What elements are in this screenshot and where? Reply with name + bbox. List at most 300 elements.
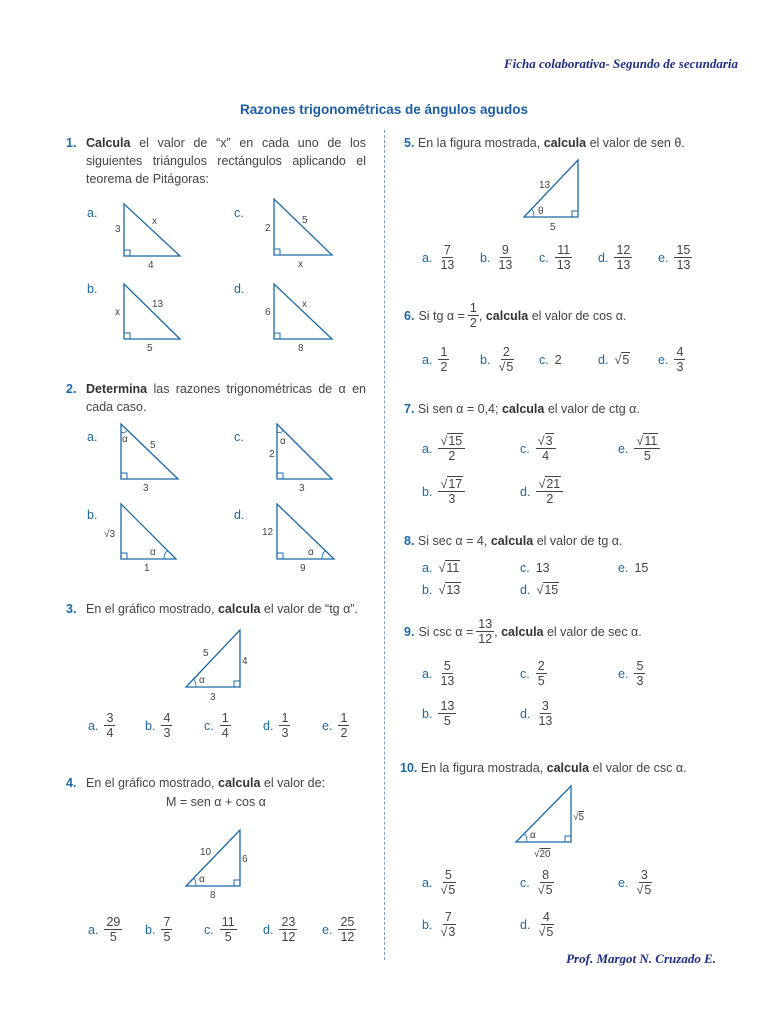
denominator: 4 [106, 726, 114, 740]
question-text: el valor de sec α. [546, 624, 642, 639]
question-number: 3. [66, 602, 77, 616]
option-letter: a. [87, 430, 98, 444]
option-a[interactable] [422, 868, 458, 897]
fraction [468, 301, 479, 330]
question-number: 5. [404, 136, 415, 150]
triangle-figure [112, 200, 202, 272]
numerator: 5 [636, 659, 644, 673]
option-letter: e. [618, 441, 629, 456]
fraction [536, 868, 556, 897]
option-letter: c. [520, 875, 530, 890]
numerator: 1 [281, 711, 289, 725]
side-label-radical: √5 [573, 812, 585, 823]
option-value: 13 [535, 561, 550, 575]
radical: √15 [536, 583, 559, 597]
numerator-radical: √11 [634, 434, 660, 449]
option-c[interactable] [204, 711, 231, 740]
denominator: 13 [676, 258, 691, 272]
question-text: Si sen α = 0,4; [417, 402, 499, 416]
numerator: 8 [542, 868, 550, 882]
side-label: x [115, 307, 120, 318]
fraction [496, 345, 516, 374]
option-a[interactable] [422, 243, 456, 272]
denominator: 5 [443, 714, 451, 728]
numerator: 4 [163, 711, 171, 725]
triangle-figure [518, 156, 598, 236]
option-letter: a. [422, 352, 433, 367]
option-c[interactable] [520, 561, 550, 575]
question-verb: calcula [546, 761, 590, 775]
radical: √5 [614, 353, 630, 367]
question-verb: Calcula [86, 136, 131, 150]
triangle-figure [260, 500, 350, 576]
numerator: 5 [444, 868, 452, 882]
side-label: x [152, 216, 157, 227]
fraction [338, 915, 356, 944]
numerator: 13 [440, 699, 455, 713]
option-letter: b. [480, 250, 491, 265]
numerator: 1 [469, 301, 477, 315]
side-label: 5 [147, 343, 153, 354]
question-number: 10. [400, 761, 418, 775]
side-label: x [302, 299, 307, 310]
fraction [496, 243, 514, 272]
option-letter: d. [598, 353, 609, 367]
answer-options [422, 561, 722, 605]
numerator: 3 [106, 711, 114, 725]
question-text: En el gráfico mostrado, [86, 602, 215, 616]
option-a[interactable] [88, 711, 115, 740]
option-d[interactable] [520, 477, 563, 506]
numerator: 7 [163, 915, 171, 929]
option-letter: b. [87, 508, 98, 522]
denominator: 5 [537, 674, 545, 688]
side-label: 3 [143, 483, 149, 494]
option-d[interactable] [598, 353, 630, 367]
triangle-figure [112, 280, 202, 356]
numerator: 1 [440, 345, 448, 359]
side-label: 5 [550, 222, 556, 233]
denominator: 2 [469, 316, 477, 330]
angle-label: α [199, 675, 205, 686]
fraction [438, 659, 456, 688]
option-letter: b. [422, 583, 433, 597]
question-verb: calcula [501, 624, 544, 639]
option-letter: c. [539, 250, 549, 265]
question-number: 6. [404, 308, 415, 323]
denominator: 3 [676, 360, 684, 374]
side-label: 3 [299, 483, 305, 494]
fraction [634, 659, 645, 688]
option-e[interactable] [618, 659, 645, 688]
triangle-figure [112, 420, 202, 496]
denominator-radical: √3 [440, 925, 456, 939]
question-1 [66, 134, 366, 188]
numerator: 25 [340, 915, 355, 929]
numerator: 3 [541, 699, 549, 713]
option-letter: d. [263, 718, 274, 733]
fraction [220, 915, 237, 944]
denominator: 3 [636, 674, 644, 688]
option-b[interactable] [145, 711, 172, 740]
option-a[interactable] [88, 915, 122, 944]
question-10 [400, 759, 740, 777]
question-5 [404, 134, 734, 152]
option-d[interactable] [520, 583, 559, 597]
option-letter: e. [322, 718, 333, 733]
side-label: 13 [152, 299, 164, 310]
question-number: 7. [404, 402, 415, 416]
triangle-figure [180, 624, 270, 704]
option-d[interactable] [520, 910, 556, 939]
option-letter: e. [658, 250, 669, 265]
triangle-figure [262, 195, 352, 273]
question-number: 2. [66, 382, 77, 396]
denominator: 5 [109, 930, 117, 944]
numerator: 5 [443, 659, 451, 673]
option-letter: b. [422, 484, 433, 499]
denominator: 2 [440, 360, 448, 374]
option-c[interactable] [520, 659, 547, 688]
option-letter: e. [658, 352, 669, 367]
fraction [536, 910, 556, 939]
option-d[interactable] [263, 915, 297, 944]
option-letter: d. [520, 917, 531, 932]
question-verb: calcula [485, 308, 529, 323]
angle-label: α [308, 547, 314, 558]
option-letter: c. [520, 666, 530, 681]
question-text: el valor de “x” en cada uno de los siguientes triángulos rectángulos aplicando el teorema de Pitágoras: [86, 136, 366, 186]
answer-options [422, 434, 722, 524]
option-letter: a. [422, 250, 433, 265]
denominator: 5 [163, 930, 171, 944]
column-divider [384, 130, 385, 960]
question-verb: calcula [543, 136, 587, 150]
question-text: En el gráfico mostrado, [86, 776, 215, 790]
denominator-radical: √5 [537, 883, 553, 897]
numerator: 13 [478, 617, 493, 631]
numerator: 4 [542, 910, 550, 924]
option-letter: d. [234, 282, 245, 296]
option-letter: c. [234, 206, 244, 220]
option-e[interactable] [658, 243, 692, 272]
option-letter: d. [520, 583, 531, 597]
option-b[interactable] [422, 477, 465, 506]
option-letter: b. [480, 352, 491, 367]
numerator: 4 [676, 345, 684, 359]
question-text: el valor de: [263, 776, 326, 790]
side-label: 5 [203, 648, 209, 659]
radical: √11 [438, 561, 460, 575]
denominator: 13 [556, 258, 571, 272]
question-verb: calcula [501, 402, 545, 416]
option-d[interactable] [520, 699, 554, 728]
option-c[interactable] [204, 915, 237, 944]
side-label: x [298, 259, 303, 270]
denominator: 12 [340, 930, 355, 944]
option-letter: a. [422, 875, 433, 890]
option-letter: d. [234, 508, 245, 522]
denominator: 13 [440, 258, 455, 272]
numerator-radical: √3 [536, 434, 556, 449]
option-letter: c. [520, 441, 530, 456]
denominator: 2 [340, 726, 348, 740]
option-letter: d. [263, 922, 274, 937]
option-letter: b. [422, 917, 433, 932]
question-number: 9. [404, 624, 415, 639]
option-e[interactable] [322, 915, 356, 944]
option-b[interactable] [422, 583, 461, 597]
numerator: 11 [557, 243, 571, 257]
side-label: 6 [242, 854, 248, 865]
option-e[interactable] [322, 711, 349, 740]
question-4 [66, 774, 376, 792]
numerator: 2 [502, 345, 510, 359]
fraction [536, 477, 563, 506]
denominator: 13 [498, 258, 513, 272]
option-letter: d. [520, 484, 531, 499]
side-label: 13 [539, 180, 551, 191]
fraction [555, 243, 573, 272]
denominator: 3 [163, 726, 171, 740]
answer-options [422, 868, 722, 958]
denominator: 13 [440, 674, 455, 688]
numerator: 1 [221, 711, 229, 725]
option-a[interactable] [422, 561, 460, 575]
side-label: 8 [210, 890, 216, 901]
question-text: las razones trigonométricas de α en cada caso. [86, 382, 366, 414]
option-a[interactable] [422, 659, 456, 688]
option-letter: c. [234, 430, 244, 444]
fraction [536, 434, 556, 463]
side-label: √3 [104, 529, 116, 540]
side-label: 8 [298, 343, 304, 354]
option-letter: a. [422, 666, 433, 681]
option-b[interactable] [480, 345, 516, 374]
option-letter: c. [204, 922, 214, 937]
denominator: 12 [478, 632, 493, 646]
fraction [438, 434, 465, 463]
side-label: 3 [210, 692, 216, 703]
option-e[interactable] [618, 434, 660, 463]
question-6: 6. Si tg α = $\frac{1}{2}$ , calcula el valor de cos α. [404, 301, 627, 330]
denominator: 5 [643, 449, 651, 463]
answer-options [422, 659, 722, 739]
option-d[interactable] [598, 243, 632, 272]
fraction [279, 915, 297, 944]
numerator: 2 [537, 659, 545, 673]
option-c[interactable] [539, 353, 562, 367]
denominator: 13 [538, 714, 553, 728]
fraction [104, 915, 122, 944]
numerator: 1 [340, 711, 348, 725]
triangle-figure [266, 420, 356, 496]
question-verb: calcula [218, 602, 261, 616]
numerator: 7 [443, 243, 451, 257]
numerator: 7 [444, 910, 452, 924]
denominator-radical: √5 [498, 360, 514, 374]
question-8 [404, 532, 734, 550]
option-letter: e. [618, 561, 629, 575]
question-text: el valor de cos α. [531, 308, 627, 323]
question-text: Si csc α = [418, 624, 474, 639]
numerator: 12 [616, 243, 631, 257]
triangle-figure [262, 280, 352, 356]
fraction [438, 243, 456, 272]
triangle-figure [104, 500, 194, 576]
fraction [438, 477, 465, 506]
option-a[interactable] [422, 434, 465, 463]
side-label: 2 [265, 223, 271, 234]
fraction [279, 711, 290, 740]
fraction [536, 699, 554, 728]
angle-label: θ [538, 206, 544, 217]
question-text: el valor de sen θ. [589, 136, 685, 150]
side-label: 1 [144, 563, 150, 574]
option-b[interactable] [480, 243, 514, 272]
option-b[interactable] [422, 699, 456, 728]
numerator-radical: √15 [438, 434, 465, 449]
fraction [438, 868, 458, 897]
denominator: 5 [224, 930, 232, 944]
numerator-radical: √21 [536, 477, 563, 492]
option-letter: b. [145, 718, 156, 733]
option-letter: e. [618, 666, 629, 681]
radical: √13 [438, 583, 461, 597]
denominator-radical: √5 [440, 883, 456, 897]
angle-label: α [122, 434, 128, 445]
side-label: 10 [200, 847, 212, 858]
question-9: 9. Si csc α = $\frac{13}{12}$ , calcula el valor de sec α. [404, 617, 642, 646]
fraction [536, 659, 547, 688]
numerator: 23 [281, 915, 296, 929]
side-label: 9 [300, 563, 306, 574]
denominator: 4 [542, 449, 550, 463]
angle-label: α [280, 436, 286, 447]
denominator: 2 [546, 492, 554, 506]
numerator: 9 [501, 243, 509, 257]
option-letter: b. [422, 706, 433, 721]
option-b[interactable] [422, 910, 458, 939]
angle-label: α [150, 547, 156, 558]
option-c[interactable] [539, 243, 573, 272]
numerator-radical: √17 [438, 477, 465, 492]
question-text: Si tg α = [418, 308, 465, 323]
fraction [476, 617, 494, 646]
formula: M = sen α + cos α [166, 795, 266, 809]
triangle-figure [510, 782, 610, 862]
option-b[interactable] [145, 915, 172, 944]
side-label: 4 [148, 260, 154, 271]
side-label: 3 [115, 224, 121, 235]
angle-label: α [199, 874, 205, 885]
denominator: 13 [616, 258, 631, 272]
question-text: el valor de csc α. [592, 761, 687, 775]
option-letter: a. [88, 718, 99, 733]
angle-label: α [530, 830, 536, 841]
option-e[interactable] [618, 561, 648, 575]
option-letter: d. [598, 250, 609, 265]
side-label: 4 [242, 656, 248, 667]
option-letter: a. [422, 561, 433, 575]
option-letter: c. [539, 353, 549, 367]
option-c[interactable] [520, 868, 556, 897]
option-letter: c. [204, 718, 214, 733]
option-letter: c. [520, 561, 530, 575]
page-footer: Prof. Margot N. Cruzado E. [566, 951, 716, 966]
fraction [438, 699, 456, 728]
fraction [634, 868, 654, 897]
denominator: 4 [221, 726, 229, 740]
side-label-radical: √20 [534, 849, 551, 860]
question-2 [66, 380, 366, 416]
side-label: 2 [269, 449, 275, 460]
option-a[interactable] [422, 345, 449, 374]
question-number: 1. [66, 136, 77, 150]
fraction [338, 711, 349, 740]
question-verb: Determina [86, 382, 148, 396]
option-letter: a. [88, 922, 99, 937]
fraction [614, 243, 632, 272]
fraction [634, 434, 660, 463]
option-letter: d. [520, 706, 531, 721]
numerator: 3 [640, 868, 648, 882]
side-label: 5 [150, 440, 156, 451]
side-label: 12 [262, 527, 274, 538]
option-letter: e. [618, 875, 629, 890]
denominator-radical: √5 [538, 925, 554, 939]
fraction [674, 243, 692, 272]
option-letter: b. [87, 282, 98, 296]
page-header: Ficha colaborativa- Segundo de secundaria [503, 56, 738, 71]
fraction [438, 345, 449, 374]
option-letter: a. [422, 441, 433, 456]
triangle-figure [180, 824, 270, 904]
fraction [220, 711, 231, 740]
denominator: 3 [281, 726, 289, 740]
question-text: En la figura mostrada, [420, 761, 544, 775]
option-e[interactable] [658, 345, 685, 374]
fraction [104, 711, 115, 740]
fraction [438, 910, 458, 939]
question-3 [66, 600, 376, 618]
question-verb: calcula [490, 534, 534, 548]
question-text: el valor de ctg α. [547, 402, 640, 416]
denominator: 12 [281, 930, 296, 944]
numerator: 15 [676, 243, 691, 257]
option-value: 15 [634, 561, 649, 575]
denominator: 3 [448, 492, 456, 506]
page-title: Razones trigonométricas de ángulos agudos [239, 102, 529, 117]
option-value: 2 [554, 353, 562, 367]
option-letter: b. [145, 922, 156, 937]
fraction [161, 711, 172, 740]
side-label: 5 [302, 215, 308, 226]
option-e[interactable] [618, 868, 654, 897]
question-text: el valor de “tg α”. [263, 602, 358, 616]
numerator: 29 [106, 915, 121, 929]
question-text: En la figura mostrada, [417, 136, 541, 150]
option-letter: a. [87, 206, 98, 220]
denominator-radical: √5 [636, 883, 652, 897]
fraction [161, 915, 172, 944]
numerator: 11 [221, 915, 235, 929]
fraction [674, 345, 685, 374]
option-d[interactable] [263, 711, 290, 740]
option-c[interactable] [520, 434, 556, 463]
question-number: 4. [66, 776, 77, 790]
question-verb: calcula [218, 776, 261, 790]
